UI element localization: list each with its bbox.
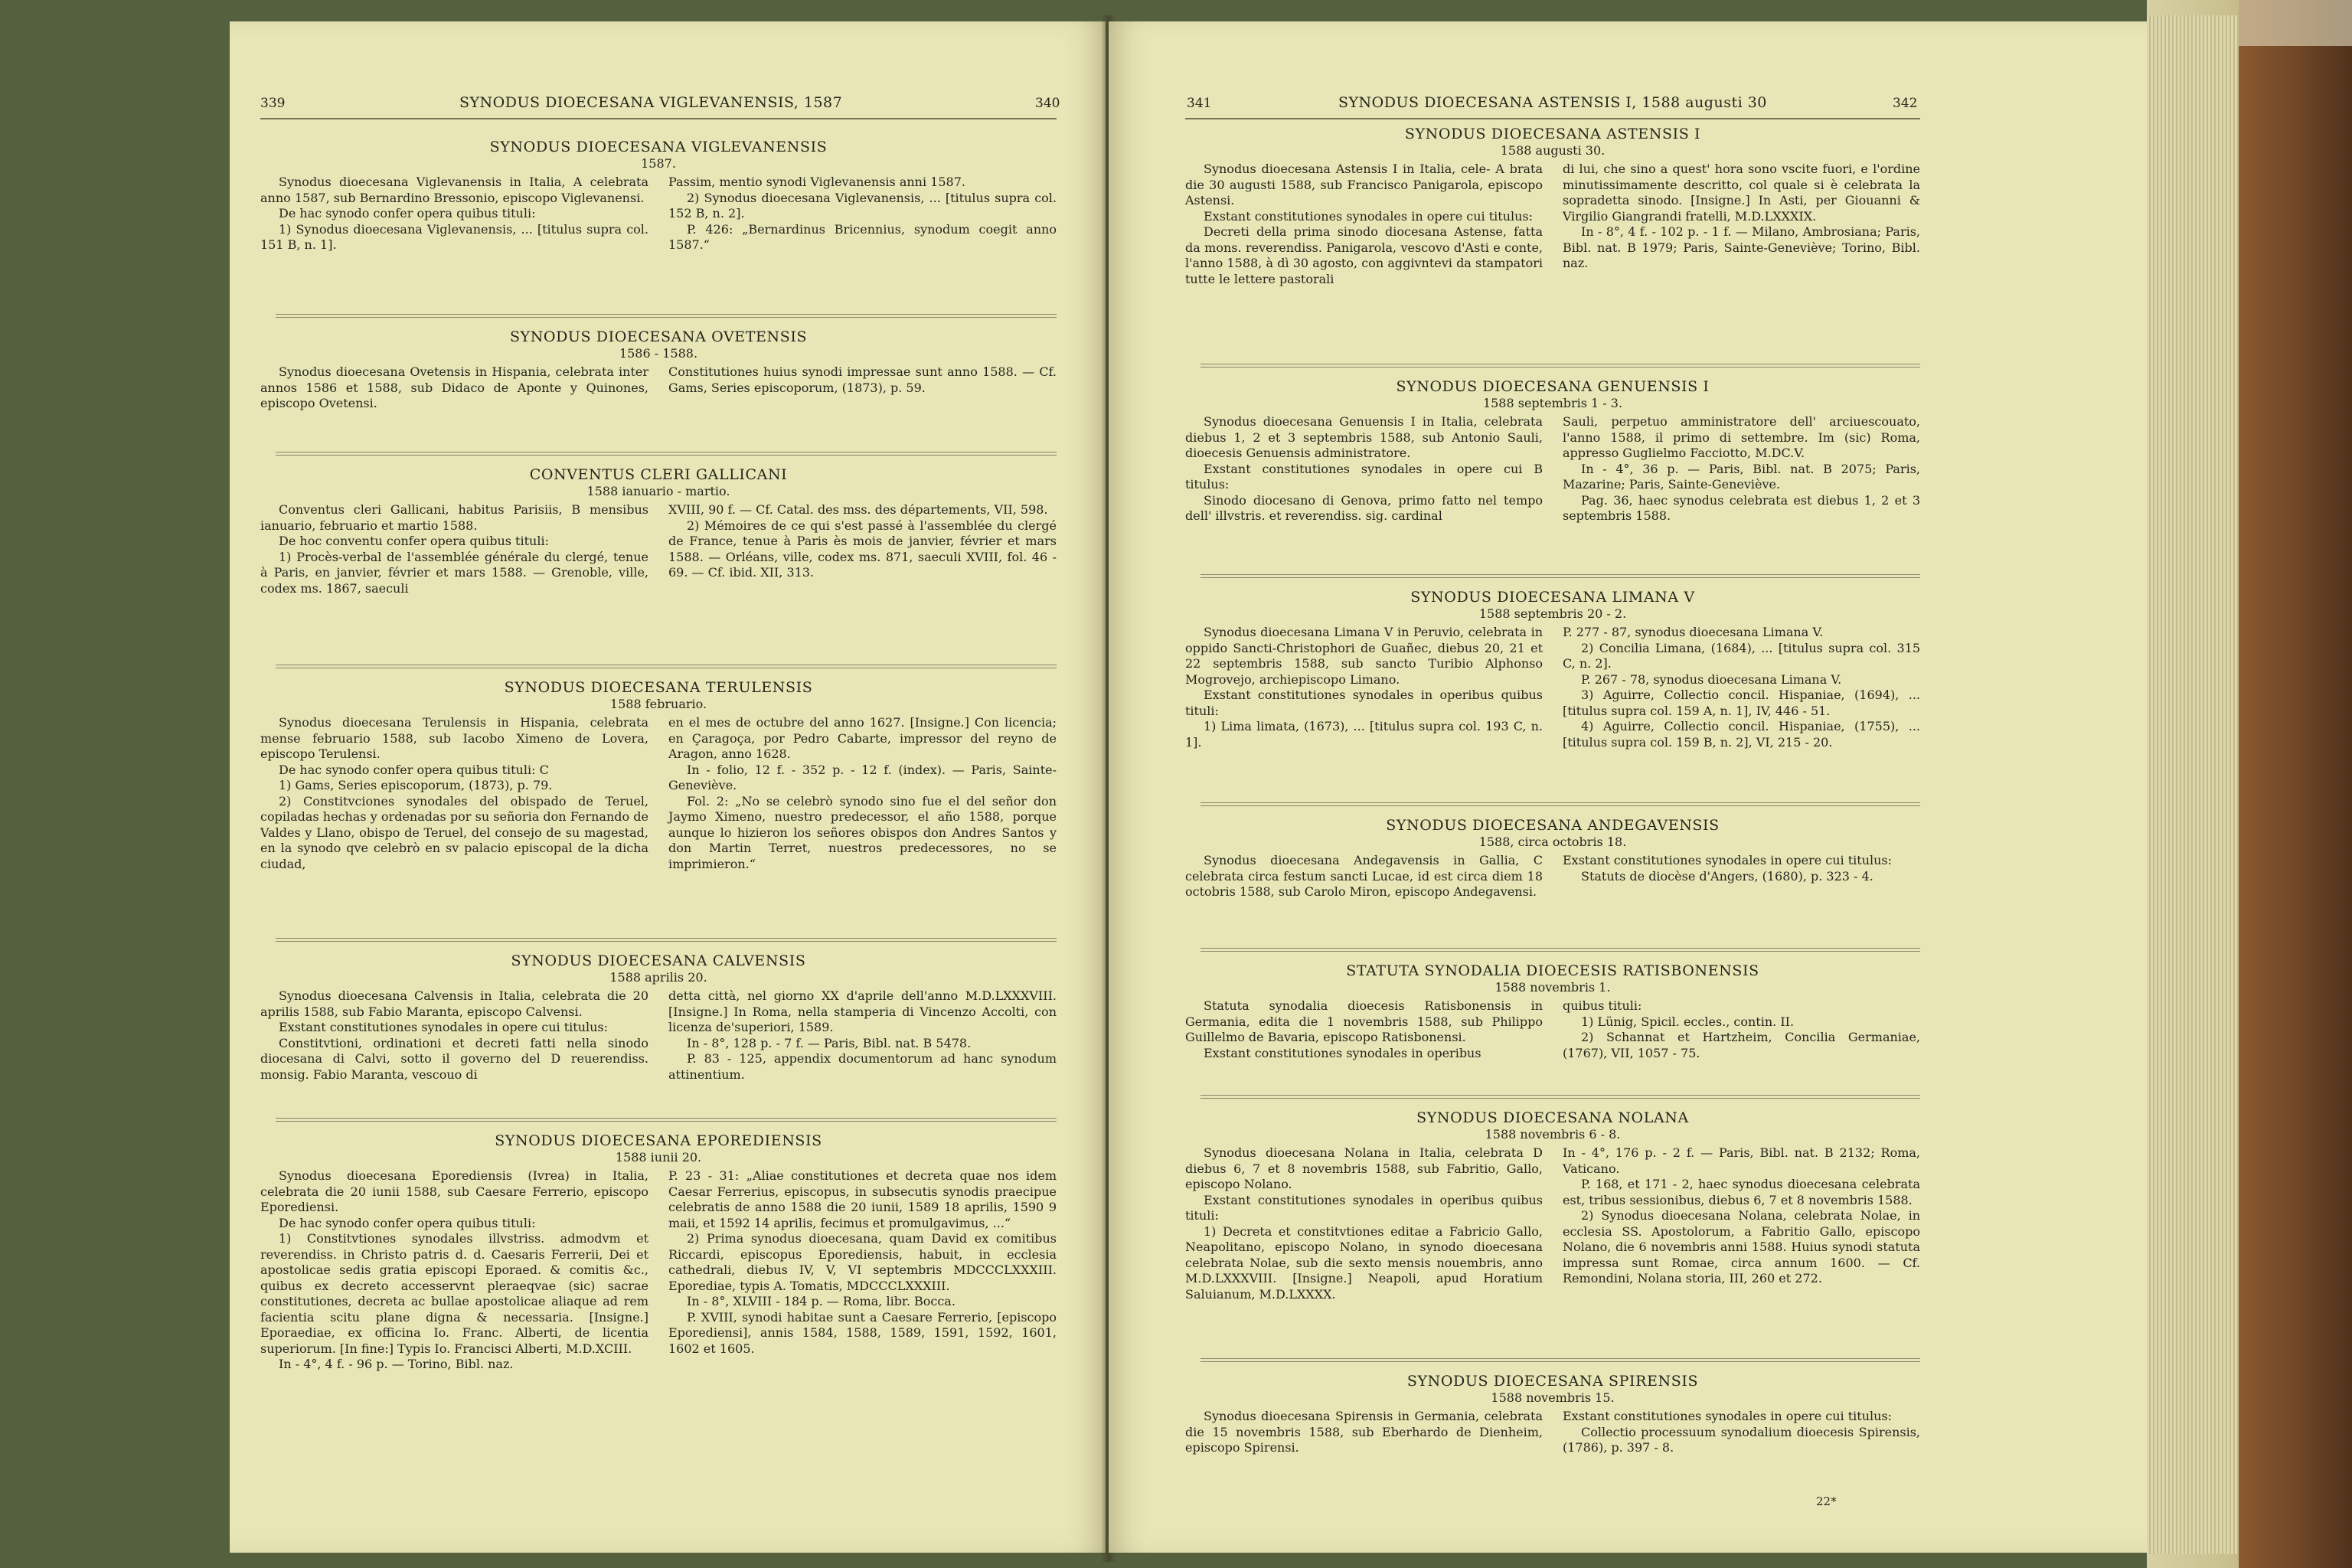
right-page: [1109, 21, 2147, 1553]
entry-col1: [1185, 998, 1543, 1061]
head-rule: [260, 118, 1057, 119]
entry-date: 1588 ianuario - martio.: [586, 484, 730, 498]
entry-col2: [1563, 162, 1920, 287]
section-divider: [276, 452, 1057, 456]
entry-date: 1588 februario.: [609, 697, 707, 711]
entry-col1: [260, 1168, 648, 1373]
paragraph: 2) Mémoires de ce qui s'est passé à l'assemblée du clergé de France, tenue à Paris ès mois de janvier, février et mars 1588. — Orléans, ville, codex ms. 871, saeculi XVIII, fol. 46 - 69. — Cf. ibid. XII, 313.: [668, 518, 1057, 580]
paragraph: quibus tituli:: [1563, 998, 1642, 1013]
entry-title: SYNODUS DIOECESANA GENUENSIS I: [1396, 378, 1710, 395]
page-edges: [2147, 15, 2239, 1554]
paragraph: 2) Constitvciones synodales del obispado de Teruel, copiladas hechas y ordenadas por su señoria don Fernando de Valdes y Llano, obispo de Teruel, del consejo de su magestad, en la synodo qve celebrò en sv palacio episcopal de la dicha ciudad,: [260, 793, 648, 871]
paragraph: Exstant constitutiones synodales in operibus: [1204, 1045, 1481, 1060]
entry-columns: [260, 175, 1057, 253]
paragraph: di lui, che sino a quest' hora sono vscite fuori, e l'ordine minutissimamente descritto, col quale si è celebrata la sopradetta sinodo. [Insigne.] In Asti, per Giouanni & Virgilio Giangrandi fratelli, M.D.LXXXIX.: [1563, 162, 1920, 224]
paragraph: De hoc conventu confer opera quibus tituli:: [279, 534, 549, 548]
section-divider: [1200, 1358, 1920, 1362]
entry-columns: [260, 364, 1057, 412]
paragraph: Synodus dioecesana Terulensis in Hispania, celebrata mense februario 1588, sub Iacobo Ximeno de Lovera, episcopo Terulensi.: [260, 715, 648, 761]
entry-col1: [260, 988, 648, 1083]
page-number-left: 339: [260, 96, 286, 111]
entry-title: SYNODUS DIOECESANA NOLANA: [1416, 1109, 1689, 1126]
page-number-left-b: 340: [1035, 96, 1060, 111]
section-divider: [276, 1118, 1057, 1122]
entry: [1185, 962, 1920, 1061]
entry-date: 1588 septembris 1 - 3.: [1482, 396, 1623, 410]
paragraph: De hac synodo confer opera quibus tituli: C: [279, 762, 549, 777]
paragraph: In - 4°, 176 p. - 2 f. — Paris, Bibl. nat. B 2132; Roma, Vaticano.: [1563, 1145, 1920, 1176]
entry-title: SYNODUS DIOECESANA OVETENSIS: [509, 328, 808, 345]
paragraph: P. 83 - 125, appendix documentorum ad hanc synodum attinentium.: [668, 1051, 1057, 1082]
section-divider: [1200, 948, 1920, 952]
paragraph: Exstant constitutiones synodales in opere cui titulus:: [1204, 208, 1534, 224]
paragraph: 2) Synodus dioecesana Nolana, celebrata Nolae, in ecclesia SS. Apostolorum, a Fabritio Gallo, episcopo Nolano, die 6 novembris anni 1588. Huius synodi statuta impressa sunt Romae, circa annum 1600. — Cf. Remondini, Nolana storia, III, 260 et 272.: [1563, 1208, 1920, 1285]
entry-title: SYNODUS DIOECESANA ASTENSIS I: [1404, 126, 1701, 142]
paragraph: 2) Schannat et Hartzheim, Concilia Germaniae, (1767), VII, 1057 - 75.: [1563, 1030, 1920, 1060]
entry-columns: [260, 1168, 1057, 1373]
paragraph: Synodus dioecesana Limana V in Peruvio, celebrata in oppido Sancti-Christophori de Guañec, diebus 20, 21 et 22 septembris 1588, sub sancto Turibio Alphonso Mogrovejo, archiepiscopo Limano.: [1185, 625, 1543, 687]
left-page: [230, 21, 1106, 1553]
paragraph: P. 267 - 78, synodus dioecesana Limana V.: [1581, 671, 1842, 687]
paragraph: 2) Synodus dioecesana Viglevanensis, ... [titulus supra col. 152 B, n. 2].: [668, 190, 1057, 220]
entry: [1185, 1372, 1920, 1456]
paragraph: Constitutiones huius synodi impressae sunt anno 1588. — Cf. Gams, Series episcoporum, (1873), p. 59.: [668, 364, 1057, 395]
paragraph: Sauli, perpetuo amministratore dell' arciuescouato, l'anno 1588, il primo di settembre. Im (sic) Roma, appresso Guglielmo Facciotto, M.DC.V.: [1563, 414, 1920, 460]
paragraph: In - 8°, 128 p. - 7 f. — Paris, Bibl. nat. B 5478.: [687, 1035, 972, 1050]
paragraph: Synodus dioecesana Eporediensis (Ivrea) in Italia, celebrata die 20 iunii 1588, sub Caesare Ferrerio, episcopo Eporediensi.: [260, 1168, 648, 1214]
entry: [260, 466, 1057, 596]
entry-date: 1587.: [641, 156, 676, 171]
entry-title: SYNODUS DIOECESANA ANDEGAVENSIS: [1386, 817, 1720, 834]
entry-col2: [1563, 853, 1920, 900]
running-head-right: SYNODUS DIOECESANA ASTENSIS I, 1588 augusti 30: [1338, 94, 1767, 111]
paragraph: Synodus dioecesana Genuensis I in Italia, celebrata diebus 1, 2 et 3 septembris 1588, sub Antonio Sauli, dioecesis Genuensis administratore.: [1185, 414, 1543, 460]
paragraph: en el mes de octubre del anno 1627. [Insigne.] Con licencia; en Çaragoça, por Pedro Cabarte, impressor del reyno de Aragon, anno 1628.: [668, 715, 1057, 761]
paragraph: Synodus dioecesana Calvensis in Italia, celebrata die 20 aprilis 1588, sub Fabio Maranta, episcopo Calvensi.: [260, 988, 648, 1019]
paragraph: Statuts de diocèse d'Angers, (1680), p. 323 - 4.: [1581, 868, 1873, 884]
paragraph: Synodus dioecesana Nolana in Italia, celebrata D diebus 6, 7 et 8 novembris 1588, sub Fabritio, Gallo, episcopo Nolano.: [1185, 1145, 1543, 1191]
entry-date: 1588 aprilis 20.: [609, 970, 707, 985]
entry-col1: [1185, 625, 1543, 750]
entry-columns: [1185, 625, 1920, 750]
paragraph: Fol. 2: „No se celebrò synodo sino fue el del señor don Jaymo Ximeno, nuestro predecessor, el año 1588, porque aunque lo hizieron los señores obispos don Andres Santos y don Martin Terret, nuestros predecessores, no se imprimieron.“: [668, 793, 1057, 871]
paragraph: 1) Constitvtiones synodales illvstriss. admodvm et reverendiss. in Christo patris d. d. Caesaris Ferrerii, Dei et apostolicae sedis gratia episcopi Eporaed. & comitis &c., quibus ex decreto accesservnt pleraeqvae (sic) sacrae constitutiones, decreta ac bullae apostolicae aliaque ad rem facientia scitu plane digna & necessaria. [Insigne.] Eporaediae, ex officina Io. Franc. Alberti, de licentia superiorum. [In fine:] Typis Io. Francisci Alberti, M.D.XCIII.: [260, 1231, 648, 1356]
paragraph: Statuta synodalia dioecesis Ratisbonensis in Germania, edita die 1 novembris 1588, sub Philippo Guillelmo de Bavaria, episcopo Ratisbonensi.: [1185, 998, 1543, 1044]
entry: [260, 138, 1057, 253]
entry-col2: [1563, 414, 1920, 524]
paragraph: XVIII, 90 f. — Cf. Catal. des mss. des départements, VII, 598.: [668, 502, 1048, 517]
paragraph: Sinodo diocesano di Genova, primo fatto nel tempo dell' illvstris. et reverendiss. sig. cardinal: [1185, 492, 1543, 523]
entry-columns: [1185, 414, 1920, 524]
paragraph: De hac synodo confer opera quibus tituli:: [279, 206, 536, 220]
paragraph: Conventus cleri Gallicani, habitus Parisiis, B mensibus ianuario, februario et martio 1588.: [260, 502, 648, 533]
entry-columns: [1185, 998, 1920, 1061]
entry-date: 1588 septembris 20 - 2.: [1478, 606, 1627, 621]
paragraph: P. 23 - 31: „Aliae constitutiones et decreta quae nos idem Caesar Ferrerius, episcopus, in subsecutis synodis praecipue celebratis de anno 1588 die 20 iunii, 1589 18 aprilis, 1590 9 maii, et 1592 14 aprilis, fecimus et promulgavimus, ...“: [668, 1168, 1057, 1230]
entry-col1: [260, 175, 648, 253]
paragraph: 1) Synodus dioecesana Viglevanensis, ... [titulus supra col. 151 B, n. 1].: [260, 221, 648, 252]
signature-mark: 22*: [1816, 1494, 1837, 1508]
entry-date: 1588 augusti 30.: [1500, 143, 1606, 158]
section-divider: [1200, 802, 1920, 806]
paragraph: Passim, mentio synodi Viglevanensis anni 1587.: [668, 175, 965, 189]
paragraph: Exstant constitutiones synodales in opere cui titulus:: [1563, 853, 1893, 867]
paragraph: In - folio, 12 f. - 352 p. - 12 f. (index). — Paris, Sainte-Geneviève.: [668, 762, 1057, 792]
entry-columns: [260, 502, 1057, 596]
entry: [1185, 125, 1920, 287]
entry-date: 1588, circa octobris 18.: [1478, 835, 1627, 849]
entry-col2: [668, 502, 1057, 596]
entry-columns: [1185, 853, 1920, 900]
paragraph: 3) Aguirre, Collectio concil. Hispaniae, (1694), ... [titulus supra col. 159 A, n. 1], IV, 446 - 51.: [1563, 688, 1920, 718]
entry-date: 1586 - 1588.: [619, 346, 698, 361]
paragraph: detta città, nel giorno XX d'aprile dell'anno M.D.LXXXVIII. [Insigne.] In Roma, nella stamperia di Vincenzo Accolti, con licenza de'superiori, 1589.: [668, 988, 1057, 1034]
section-divider: [276, 314, 1057, 318]
paragraph: P. 426: „Bernardinus Bricennius, synodum coegit anno 1587.“: [668, 221, 1057, 252]
paragraph: In - 8°, XLVIII - 184 p. — Roma, libr. Bocca.: [687, 1294, 956, 1308]
entry-col1: [260, 715, 648, 872]
page-number-right: 341: [1187, 96, 1212, 111]
paragraph: Exstant constitutiones synodales in opere cui titulus:: [279, 1020, 609, 1034]
paragraph: In - 4°, 4 f. - 96 p. — Torino, Bibl. naz.: [279, 1357, 514, 1371]
entry-col2: [668, 715, 1057, 872]
entry: [1185, 1109, 1920, 1302]
paragraph: Constitvtioni, ordinationi et decreti fatti nella sinodo diocesana di Calvi, sotto il governo del D reuerendiss. monsig. Fabio Maranta, vescouo di: [260, 1035, 648, 1082]
entry-col1: [260, 502, 648, 596]
paragraph: 1) Gams, Series episcoporum, (1873), p. 79.: [279, 778, 553, 792]
paragraph: 1) Lünig, Spicil. eccles., contin. II.: [1581, 1014, 1795, 1029]
entry-col2: [1563, 998, 1920, 1061]
entry-col1: [1185, 414, 1543, 524]
entry-title: SYNODUS DIOECESANA EPOREDIENSIS: [495, 1132, 822, 1149]
paragraph: Collectio processuum synodalium dioecesis Spirensis, (1786), p. 397 - 8.: [1563, 1424, 1920, 1455]
entry-col2: [1563, 625, 1920, 750]
entry-columns: [1185, 1145, 1920, 1302]
paragraph: 2) Concilia Limana, (1684), ... [titulus supra col. 315 C, n. 2].: [1563, 640, 1920, 671]
entry-col1: [1185, 853, 1543, 900]
paragraph: 1) Lima limata, (1673), ... [titulus supra col. 193 C, n. 1].: [1185, 719, 1543, 750]
paragraph: Synodus dioecesana Spirensis in Germania, celebrata die 15 novembris 1588, sub Eberhardo de Dienheim, episcopo Spirensi.: [1185, 1409, 1543, 1455]
entry: [260, 678, 1057, 872]
cover-highlight: [2239, 0, 2352, 46]
paragraph: Exstant constitutiones synodales in operibus quibus tituli:: [1185, 1192, 1543, 1223]
paragraph: Synodus dioecesana Andegavensis in Gallia, C celebrata circa festum sancti Lucae, id est circa diem 18 octobris 1588, sub Carolo Miron, episcopo Andegavensi.: [1185, 853, 1543, 899]
entry: [1185, 377, 1920, 524]
paragraph: P. 277 - 87, synodus dioecesana Limana V.: [1563, 625, 1824, 639]
section-divider: [276, 665, 1057, 668]
section-divider: [276, 938, 1057, 942]
entry-col1: [260, 364, 648, 412]
section-divider: [1200, 364, 1920, 368]
paragraph: In - 4°, 36 p. — Paris, Bibl. nat. B 2075; Paris, Mazarine; Paris, Sainte-Geneviève.: [1563, 461, 1920, 492]
paragraph: Synodus dioecesana Ovetensis in Hispania, celebrata inter annos 1586 et 1588, sub Didaco de Aponte y Quinones, episcopo Ovetensi.: [260, 364, 648, 410]
entry-title: SYNODUS DIOECESANA SPIRENSIS: [1406, 1373, 1699, 1390]
paragraph: Synodus dioecesana Astensis I in Italia, cele- A brata die 30 augusti 1588, sub Francisco Panigarola, episcopo Astensi.: [1185, 162, 1543, 207]
entry-date: 1588 novembris 15.: [1491, 1390, 1615, 1405]
entry-columns: [260, 715, 1057, 872]
paragraph: 1) Procès-verbal de l'assemblée générale du clergé, tenue à Paris, en janvier, février et mars 1588. — Grenoble, ville, codex ms. 1867, saeculi: [260, 549, 648, 596]
entry-columns: [1185, 162, 1920, 287]
entry: [260, 952, 1057, 1083]
section-divider: [1200, 1095, 1920, 1099]
entry-col2: [1563, 1409, 1920, 1456]
head-rule: [1185, 118, 1920, 119]
entry-title: SYNODUS DIOECESANA VIGLEVANENSIS: [489, 139, 828, 155]
entry-col1: [1185, 1409, 1543, 1456]
entry-col2: [668, 1168, 1057, 1373]
entry-title: STATUTA SYNODALIA DIOECESIS RATISBONENSIS: [1346, 962, 1759, 979]
paragraph: Synodus dioecesana Viglevanensis in Italia, A celebrata anno 1587, sub Bernardino Bressonio, episcopo Viglevanensi.: [260, 175, 648, 205]
entry: [260, 328, 1057, 412]
paragraph: Exstant constitutiones synodales in operibus quibus tituli:: [1185, 688, 1543, 718]
entry-columns: [260, 988, 1057, 1083]
entry: [1185, 588, 1920, 750]
page-number-right-b: 342: [1893, 96, 1918, 111]
entry-col2: [1563, 1145, 1920, 1302]
entry-columns: [1185, 1409, 1920, 1456]
entry-col2: [668, 988, 1057, 1083]
paragraph: Decreti della prima sinodo diocesana Astense, fatta da mons. reverendiss. Panigarola, vescovo d'Asti e conte, l'anno 1588, à dì 30 agosto, con aggivntevi da stampatori tutte le lettere pastorali: [1185, 224, 1543, 286]
entry: [260, 1132, 1057, 1373]
paragraph: P. XVIII, synodi habitae sunt a Caesare Ferrerio, [episcopo Eporediensi], annis 1584, 1588, 1589, 1591, 1592, 1601, 1602 et 1605.: [668, 1309, 1057, 1356]
entry-col2: [668, 364, 1057, 412]
entry-title: SYNODUS DIOECESANA LIMANA V: [1410, 589, 1695, 606]
paragraph: Exstant constitutiones synodales in opere cui B titulus:: [1185, 461, 1543, 492]
paragraph: P. 168, et 171 - 2, haec synodus dioecesana celebrata est, tribus sessionibus, diebus 6, 7 et 8 novembris 1588.: [1563, 1177, 1920, 1207]
paragraph: 4) Aguirre, Collectio concil. Hispaniae, (1755), ... [titulus supra col. 159 B, n. 2], VI, 215 - 20.: [1563, 719, 1920, 750]
entry-title: CONVENTUS CLERI GALLICANI: [529, 466, 788, 483]
paragraph: Exstant constitutiones synodales in opere cui titulus:: [1563, 1409, 1893, 1423]
running-head-left: SYNODUS DIOECESANA VIGLEVANENSIS, 1587: [459, 94, 843, 111]
entry-col1: [1185, 162, 1543, 287]
paragraph: Pag. 36, haec synodus celebrata est diebus 1, 2 et 3 septembris 1588.: [1563, 492, 1920, 523]
section-divider: [1200, 574, 1920, 578]
entry-col2: [668, 175, 1057, 253]
entry-col1: [1185, 1145, 1543, 1302]
entry-title: SYNODUS DIOECESANA TERULENSIS: [504, 679, 813, 696]
paragraph: De hac synodo confer opera quibus tituli:: [279, 1215, 536, 1230]
paragraph: 2) Prima synodus dioecesana, quam David ex comitibus Riccardi, episcopus Eporediensis, habuit, in ecclesia cathedrali, diebus IV, V, VI septembris MDCCCLXXXIII. Eporediae, typis A. Tomatis, MDCCCLXXXIII.: [668, 1231, 1057, 1293]
entry: [1185, 816, 1920, 900]
book-cover: [2239, 0, 2352, 1568]
entry-date: 1588 iunii 20.: [615, 1150, 702, 1165]
paragraph: In - 8°, 4 f. - 102 p. - 1 f. — Milano, Ambrosiana; Paris, Bibl. nat. B 1979; Paris, Sainte-Geneviève; Torino, Bibl. naz.: [1563, 224, 1920, 270]
entry-date: 1588 novembris 6 - 8.: [1485, 1127, 1621, 1142]
entry-title: SYNODUS DIOECESANA CALVENSIS: [511, 952, 806, 969]
entry-date: 1588 novembris 1.: [1494, 980, 1611, 995]
paragraph: 1) Decreta et constitvtiones editae a Fabricio Gallo, Neapolitano, episcopo Nolano, in synodo dioecesana celebrata Nolae, sub die sexto mensis nouembris, anno M.D.LXXXVIII. [Insigne.] Neapoli, apud Horatium Saluianum, M.D.LXXXX.: [1185, 1223, 1543, 1302]
